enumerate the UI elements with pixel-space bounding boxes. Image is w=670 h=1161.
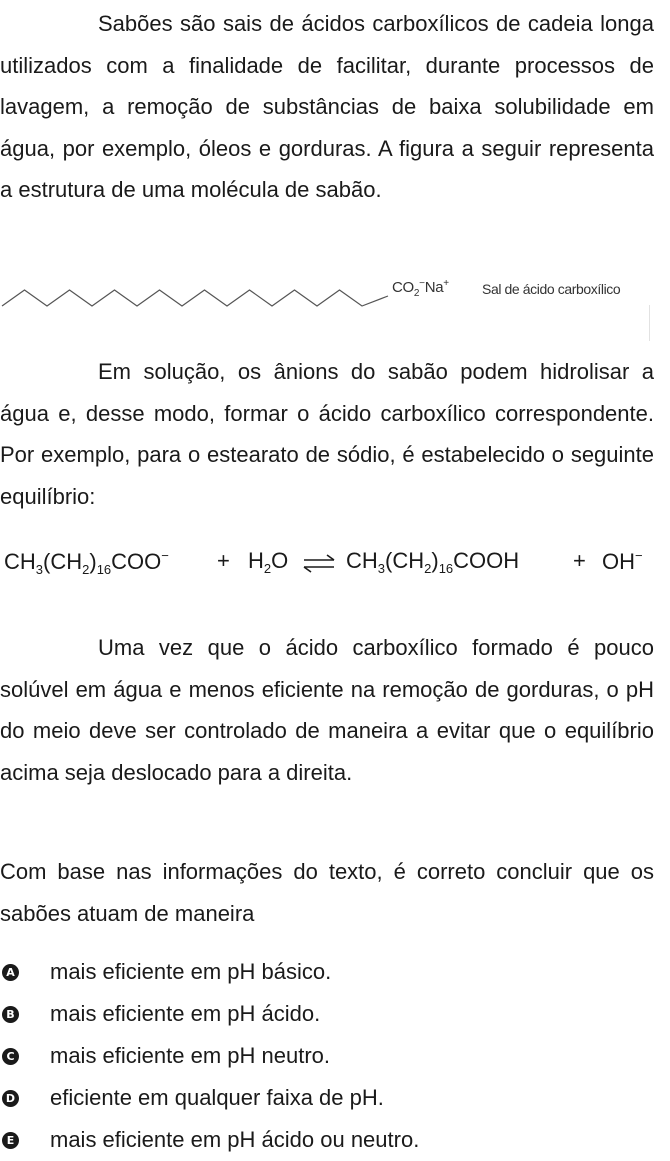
product-hydroxide: OH− xyxy=(602,548,643,574)
option-text: eficiente em qualquer faixa de pH. xyxy=(50,1085,384,1110)
hydrocarbon-chain-icon xyxy=(0,272,400,338)
soap-molecule-figure xyxy=(0,272,660,338)
ph-control-paragraph: Uma vez que o ácido carboxílico formado é pouco solúvel em água e menos eficiente na remoção de gorduras, o pH do meio deve ser controlado de maneira a evitar que o equilíbrio acima seja deslocado para a direita. xyxy=(0,635,654,785)
hydrolysis-paragraph: Em solução, os ânions do sabão podem hidrolisar a água e, desse modo, formar o ácido carboxílico correspondente. Por exemplo, para o estearato de sódio, é estabelecido o seguinte equilíbrio: xyxy=(0,359,654,509)
option-letter-badge: E xyxy=(2,1132,19,1149)
option-e[interactable] xyxy=(0,1119,660,1161)
equilibrium-arrow-icon xyxy=(302,552,338,574)
plus-sign: + xyxy=(217,548,230,573)
figure-caption: Sal de ácido carboxílico xyxy=(482,281,621,297)
reactant-water: $H_2O$ xyxy=(248,548,289,576)
question-stem: Com base nas informações do texto, é correto concluir que os sabões atuam de maneira xyxy=(0,859,654,926)
carboxylate-formula: $CO_2^-Na^+$ xyxy=(392,278,449,299)
option-b[interactable] xyxy=(0,993,660,1035)
option-letter-badge: A xyxy=(2,964,19,981)
option-letter-badge: B xyxy=(2,1006,19,1023)
equilibrium-equation xyxy=(4,548,654,588)
option-letter-badge: C xyxy=(2,1048,19,1065)
option-letter-badge: D xyxy=(2,1090,19,1107)
option-text: mais eficiente em pH neutro. xyxy=(50,1043,331,1068)
option-c[interactable] xyxy=(0,1035,660,1077)
option-text: mais eficiente em pH ácido ou neutro. xyxy=(50,1127,420,1152)
figure-divider xyxy=(649,305,650,341)
plus-sign: + xyxy=(573,548,586,573)
option-d[interactable] xyxy=(0,1077,660,1119)
option-text: mais eficiente em pH básico. xyxy=(50,959,332,984)
option-text: mais eficiente em pH ácido. xyxy=(50,1001,321,1026)
reactant-stearate: $CH_3(CH_2)_{16}COO^-$ xyxy=(4,548,169,577)
option-a[interactable] xyxy=(0,951,660,993)
intro-paragraph: Sabões são sais de ácidos carboxílicos de cadeia longa utilizados com a finalidade de facilitar, durante processos de lavagem, a remoção de substâncias de baixa solubilidade em água, por exemplo, óleos e gorduras. A figura a seguir representa a estrutura de uma molécula de sabão. xyxy=(0,11,654,202)
product-stearic-acid: $CH_3(CH_2)_{16}COOH$ xyxy=(346,548,520,576)
answer-options xyxy=(0,951,660,1161)
